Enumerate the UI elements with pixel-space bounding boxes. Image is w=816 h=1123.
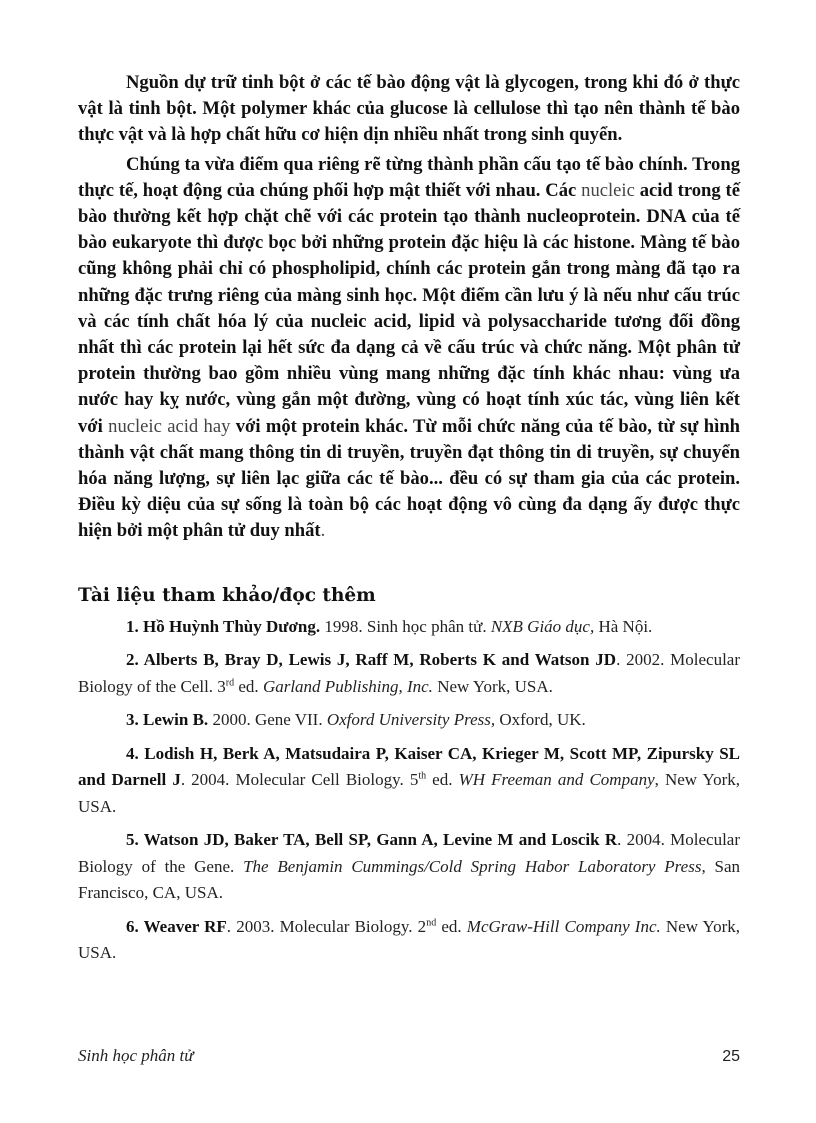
reference-publisher: The Benjamin Cummings/Cold Spring Habor Laboratory Press: [243, 856, 702, 876]
reference-text: , San Francisco, CA, USA.: [78, 856, 740, 903]
reference-superscript: th: [418, 770, 427, 782]
reference-item: [78, 741, 740, 821]
reference-authors: 3. Lewin B.: [126, 710, 209, 730]
reference-text: , New York, USA.: [78, 770, 740, 816]
reference-text: ed.: [426, 770, 459, 790]
paragraph-text: Chúng ta vừa điểm qua riêng rẽ từng thành phần cấu tạo tế bào chính. Trong thực tế, hoạt động của chúng phối hợp mật thiết với nhau. Các: [78, 153, 740, 201]
reference-superscript: rd: [225, 677, 235, 688]
paragraph-text: .: [320, 520, 326, 542]
paragraph-text: acid trong tế bào thường kết hợp chặt chẽ với các protein tạo thành nucleoprotein. DNA của tế bào eukaryote thì được bọc bởi những protein đặc hiệu là các histone. Màng tế bào cũng không phải chỉ có phospholipid, chính các protein gắn trong màng đã tạo ra những đặc trưng riêng của màng sinh học. Một điểm cần lưu ý là nếu như cấu trúc và các tính chất hóa lý của nucleic acid, lipid và polysaccharide tương đối đồng nhất thì các protein lại hết sức đa dạng cả về cấu trúc và chức năng. Một phân tử protein thường bao gồm nhiều vùng mang những đặc tính khác nhau: vùng ưa nước hay kỵ nước, vùng gắn một đường, vùng có hoạt tính xúc tác, vùng liên kết với: [78, 179, 740, 437]
reference-item: [78, 707, 740, 734]
reference-item: [78, 614, 740, 641]
reference-authors: 1. Hồ Huỳnh Thùy Dương.: [126, 616, 321, 636]
reference-authors: 6. Weaver RF: [126, 916, 227, 936]
reference-publisher: McGraw-Hill Company Inc.: [466, 916, 661, 936]
reference-text: 1998. Sinh học phân tử.: [320, 616, 491, 636]
reference-item: [78, 827, 740, 907]
reference-text: New York, USA.: [78, 916, 740, 963]
page-number: 25: [722, 1048, 740, 1065]
paragraph-text: với một protein khác. Từ mỗi chức năng của tế bào, từ sự hình thành vật chất mang thông tin di truyền, truyền đạt thông tin di truyền, sự chuyển hóa năng lượng, sự liên lạc giữa các tế bào... đều có sự tham gia của các protein. Điều kỳ diệu của sự sống là toàn bộ các hoạt động vô cùng đa dạng ấy được thực hiện bởi một phân tử duy nhất: [78, 415, 740, 542]
reference-text: . 2004. Molecular Biology of the Gene.: [78, 830, 741, 876]
reference-text: ed.: [234, 676, 263, 696]
reference-authors: 2. Alberts B, Bray D, Lewis J, Raff M, Roberts K and Watson JD: [126, 650, 617, 670]
reference-item: [78, 914, 740, 967]
reference-text: 2000. Gene VII.: [208, 710, 327, 730]
reference-text: . 2002. Molecular Biology of the Cell. 3: [78, 650, 741, 696]
paragraph-text: nucleic: [581, 179, 635, 201]
references-list: [78, 614, 740, 967]
reference-authors: 5. Watson JD, Baker TA, Bell SP, Gann A, Levine M and Loscik R: [126, 830, 618, 850]
footer-book-title: Sinh học phân tử: [78, 1046, 194, 1065]
paragraph-text: nucleic acid hay: [108, 415, 231, 437]
reference-text: . 2004. Molecular Cell Biology. 5: [180, 770, 419, 790]
references-heading: Tài liệu tham khảo/đọc thêm: [78, 584, 376, 606]
reference-publisher: WH Freeman and Company: [458, 770, 655, 790]
reference-text: ed.: [436, 916, 467, 936]
reference-text: Hà Nội.: [594, 616, 653, 636]
reference-publisher: Garland Publishing, Inc.: [262, 676, 433, 696]
reference-item: [78, 647, 740, 700]
page-body: [78, 70, 740, 974]
paragraph-cell-components: [78, 152, 740, 545]
reference-superscript: nd: [426, 917, 437, 928]
reference-text: . 2003. Molecular Biology. 2: [226, 916, 427, 936]
page-footer: [78, 1046, 740, 1066]
reference-text: New York, USA.: [432, 676, 553, 696]
reference-publisher: NXB Giáo dục,: [490, 616, 595, 636]
paragraph-storage: Nguồn dự trữ tinh bột ở các tế bào động vật là glycogen, trong khi đó ở thực vật là tinh bột. Một polymer khác của glucose là cellulose thì tạo nên thành tế bào thực vật và là hợp chất hữu cơ hiện dịn nhiều nhất trong sinh quyển.: [78, 72, 740, 146]
reference-text: Oxford, UK.: [495, 710, 586, 730]
reference-authors: 4. Lodish H, Berk A, Matsudaira P, Kaiser CA, Krieger M, Scott MP, Zipursky SL and Darnell J: [78, 743, 740, 790]
reference-publisher: Oxford University Press,: [326, 710, 496, 730]
